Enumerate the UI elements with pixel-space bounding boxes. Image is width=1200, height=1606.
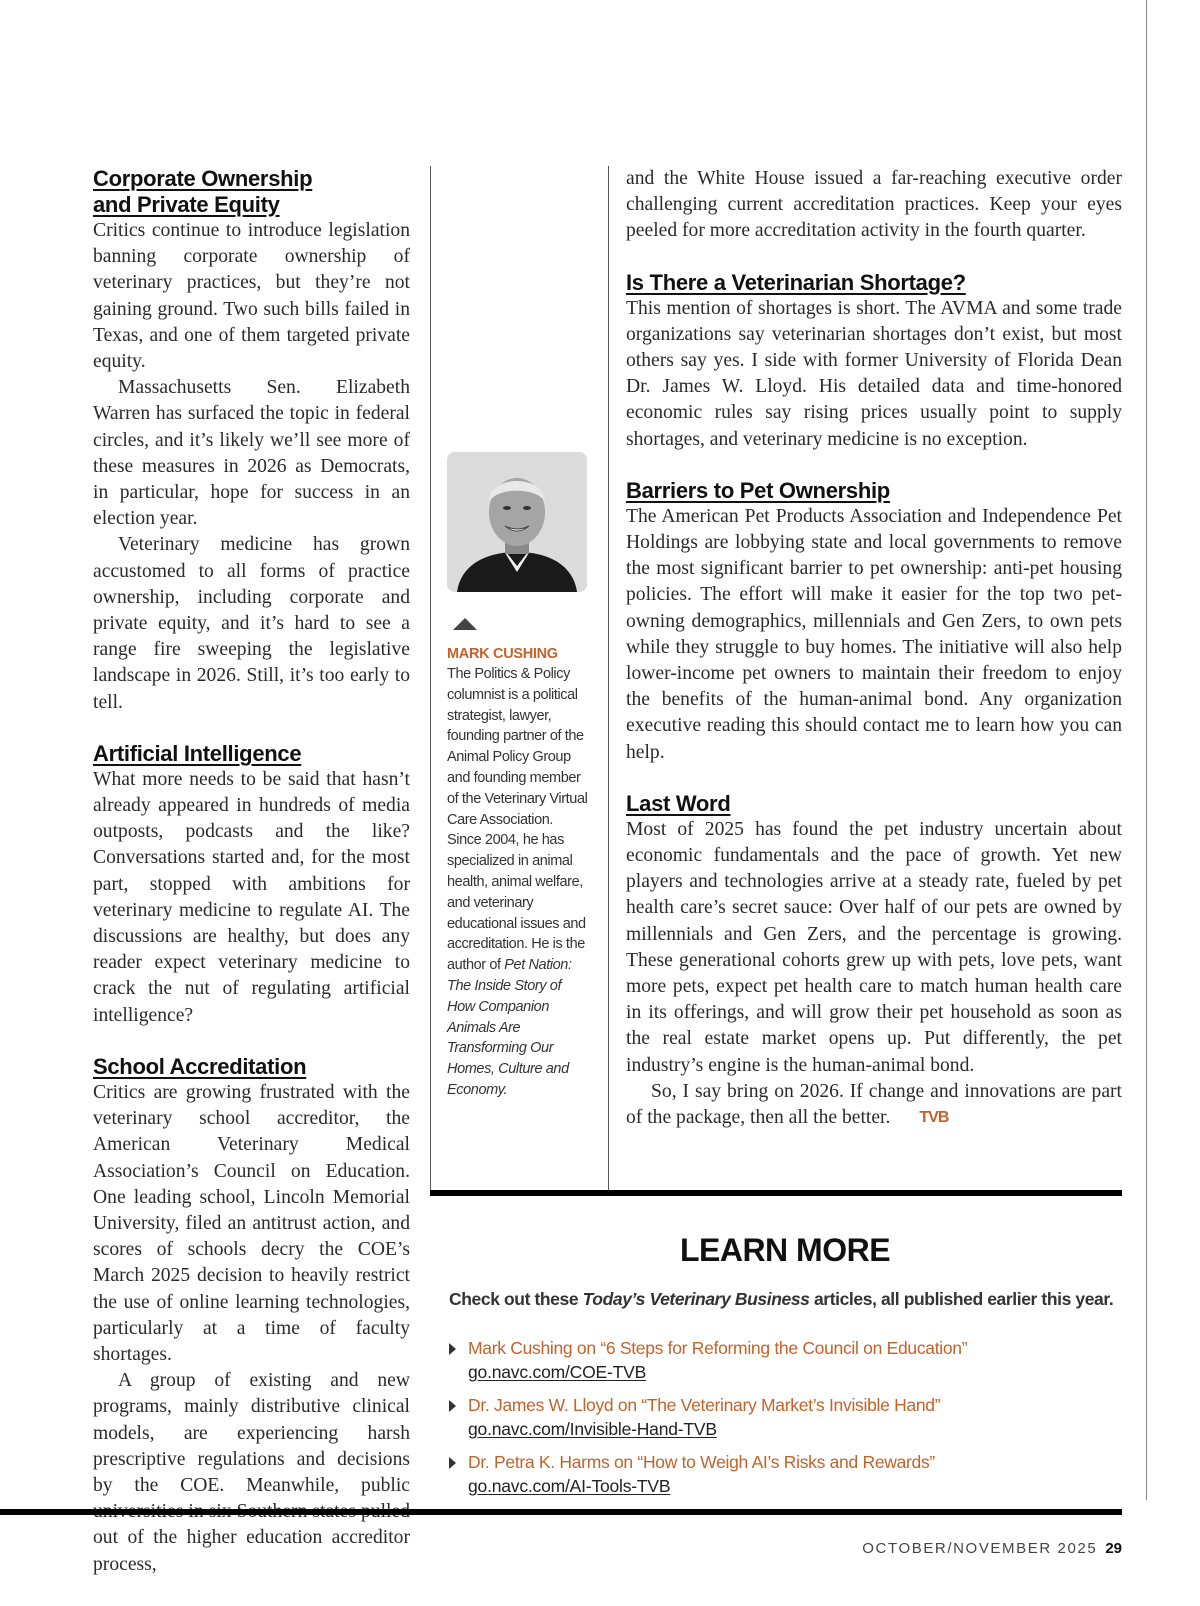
section-heading-veterinarian-shortage: Is There a Veterinarian Shortage? — [626, 269, 966, 295]
paragraph: The American Pet Products Association and Independence Pet Holdings are lobbying state and local governments to remove the most significant barrier to pet ownership: anti-pet housing policies. The effort will make it easier for the top two pet-owning demographics, millennials and Gen Zers, to own pets while they struggle to buy homes. The initiative will also help lower-income pet owners to maintain their freedom to enjoy the benefits of the human-animal bond. Any organization executive reading this should contact me to learn how you can help. — [626, 505, 1122, 763]
bio-text: The Politics & Policy columnist is a political strategist, lawyer, founding partner of the Animal Policy Group and founding member of the Veterinary Virtual Care Association. Since 2004, he has specialized in animal health, animal welfare, and veterinary educational issues and accreditation. He is the author of — [447, 666, 588, 974]
paragraph: Most of 2025 has found the pet industry uncertain about economic fundamentals and the pace of growth. Yet new players and technologies arrive at a steady rate, fueled by pet health care’s secret sauce: Over half of our pets are owned by millennials and Gen Zers, and the percentage is growing. These generational cohorts grew up with pets, love pets, want more pets, expect pet health care to match human health care in its offerings, and will grow their pet household as soon as the real estate market opens up. Put differently, the pet industry’s engine is the human-animal bond. — [626, 818, 1122, 1076]
paragraph: A group of existing and new programs, mainly distributive clinical models, are experiencing harsh prescriptive regulations and decisions by the COE. Meanwhile, public out of the higher education accreditor process, — [93, 1370, 410, 1575]
article-link[interactable]: go.navc.com/Invisible-Hand-TVB — [468, 1419, 717, 1439]
publication-name: Today’s Veterinary Business — [582, 1289, 810, 1309]
column-right — [626, 166, 1122, 1131]
learn-more-title: LEARN MORE — [679, 1232, 891, 1268]
list-item — [449, 1336, 1149, 1384]
author-bio — [447, 452, 589, 1101]
author-name: MARK CUSHING — [447, 646, 558, 662]
paragraph — [626, 1079, 1122, 1131]
section-heading-artificial-intelligence: Artificial Intelligence — [93, 740, 302, 766]
list-item — [449, 1450, 1149, 1498]
issue-date: OCTOBER/NOVEMBER 2025 — [862, 1540, 1098, 1557]
paragraph: What more needs to be said that hasn’t already appeared in hundreds of media outposts, podcasts and the like? Conversations started and, for the most part, stopped with ambitions for veterinary medicine to regulate AI. The discussions are healthy, but does any reader expect veterinary medicine to crack the nut of regulating artificial intelligence? — [93, 768, 410, 1026]
article-link[interactable]: go.navc.com/COE-TVB — [468, 1362, 647, 1382]
page-number: 29 — [1105, 1540, 1122, 1557]
article-title: Dr. James W. Lloyd on “The Veterinary Market’s Invisible Hand” — [468, 1395, 941, 1415]
author-photo — [447, 452, 587, 592]
column-left — [93, 166, 410, 1578]
closing-text: So, I say bring on 2026. If change and innovations are part of the package, then all the better. — [626, 1080, 1122, 1129]
book-title: Pet Nation: The Inside Story of How Companion Animals Are Transforming Our Homes, Culture and Economy. — [447, 957, 572, 1098]
article-title: Dr. Petra K. Harms on “How to Weigh AI’s Risks and Rewards” — [468, 1452, 935, 1472]
paragraph: and the White House issued a far-reaching executive order challenging current accreditation practices. Keep your eyes peeled for more accreditation activity in the fourth quarter. — [626, 168, 1122, 242]
paragraph: Veterinary medicine has grown accustomed to all forms of practice ownership, including corporate and private equity, and it’s hard to see a range fire sweeping the legislative landscape in 2026. Still, it’s too early to tell. — [93, 534, 410, 713]
bullet-triangle-icon — [449, 1457, 456, 1469]
learn-more-intro — [449, 1289, 1149, 1310]
list-item — [449, 1393, 1149, 1441]
learn-more-top-rule — [430, 1190, 1122, 1196]
column-divider-left — [430, 166, 431, 1196]
section-heading-corporate-ownership — [93, 166, 410, 218]
section-heading-barriers: Barriers to Pet Ownership — [626, 477, 890, 503]
paragraph: Massachusetts Sen. Elizabeth Warren has surfaced the topic in federal circles, and it’s likely we’ll see more of these measures in 2026 as Democrats, in particular, hope for success in an election year. — [93, 377, 410, 530]
column-divider-right — [608, 166, 609, 1196]
bullet-triangle-icon — [449, 1400, 456, 1412]
article-link[interactable]: go.navc.com/AI-Tools-TVB — [468, 1476, 671, 1496]
tvb-logo: TVB — [919, 1109, 949, 1127]
caret-up-icon — [453, 618, 477, 630]
section-heading-school-accreditation: School Accreditation — [93, 1053, 307, 1079]
paragraph: Critics are growing frustrated with the veterinary school accreditor, the American Veterinary Medical Association’s Council on Education. One leading school, Lincoln Memorial University, filed an antitrust action, and scores of schools decry the COE’s March 2025 decision to heavily restrict the use of online learning technologies, particularly at a time of faculty shortages. — [93, 1081, 410, 1365]
page-edge-rule — [1146, 0, 1147, 1500]
bullet-triangle-icon — [449, 1343, 456, 1355]
author-description — [447, 664, 589, 1101]
article-title: Mark Cushing on “6 Steps for Reforming the Council on Education” — [468, 1338, 968, 1358]
heading-line-1: Corporate Ownership — [93, 166, 313, 191]
learn-more-list — [449, 1336, 1149, 1507]
section-heading-last-word: Last Word — [626, 790, 731, 816]
intro-text: articles, all published earlier this year. — [809, 1289, 1114, 1309]
footer-rule — [0, 1509, 1122, 1515]
paragraph: Critics continue to introduce legislation banning corporate ownership of veterinary practices, but they’re not gaining ground. Two such bills failed in Texas, and one of them targeted private equity. — [93, 220, 410, 373]
intro-text: Check out these — [449, 1289, 583, 1309]
heading-line-2: and Private Equity — [93, 192, 280, 217]
page-footer — [862, 1540, 1122, 1557]
paragraph: This mention of shortages is short. The AVMA and some trade organizations say veterinarian shortages don’t exist, but most others say yes. I side with former University of Florida Dean Dr. James W. Lloyd. His detailed data and time-honored economic rules say rising prices usually point to supply shortages, and veterinary medicine is no exception. — [626, 297, 1122, 450]
